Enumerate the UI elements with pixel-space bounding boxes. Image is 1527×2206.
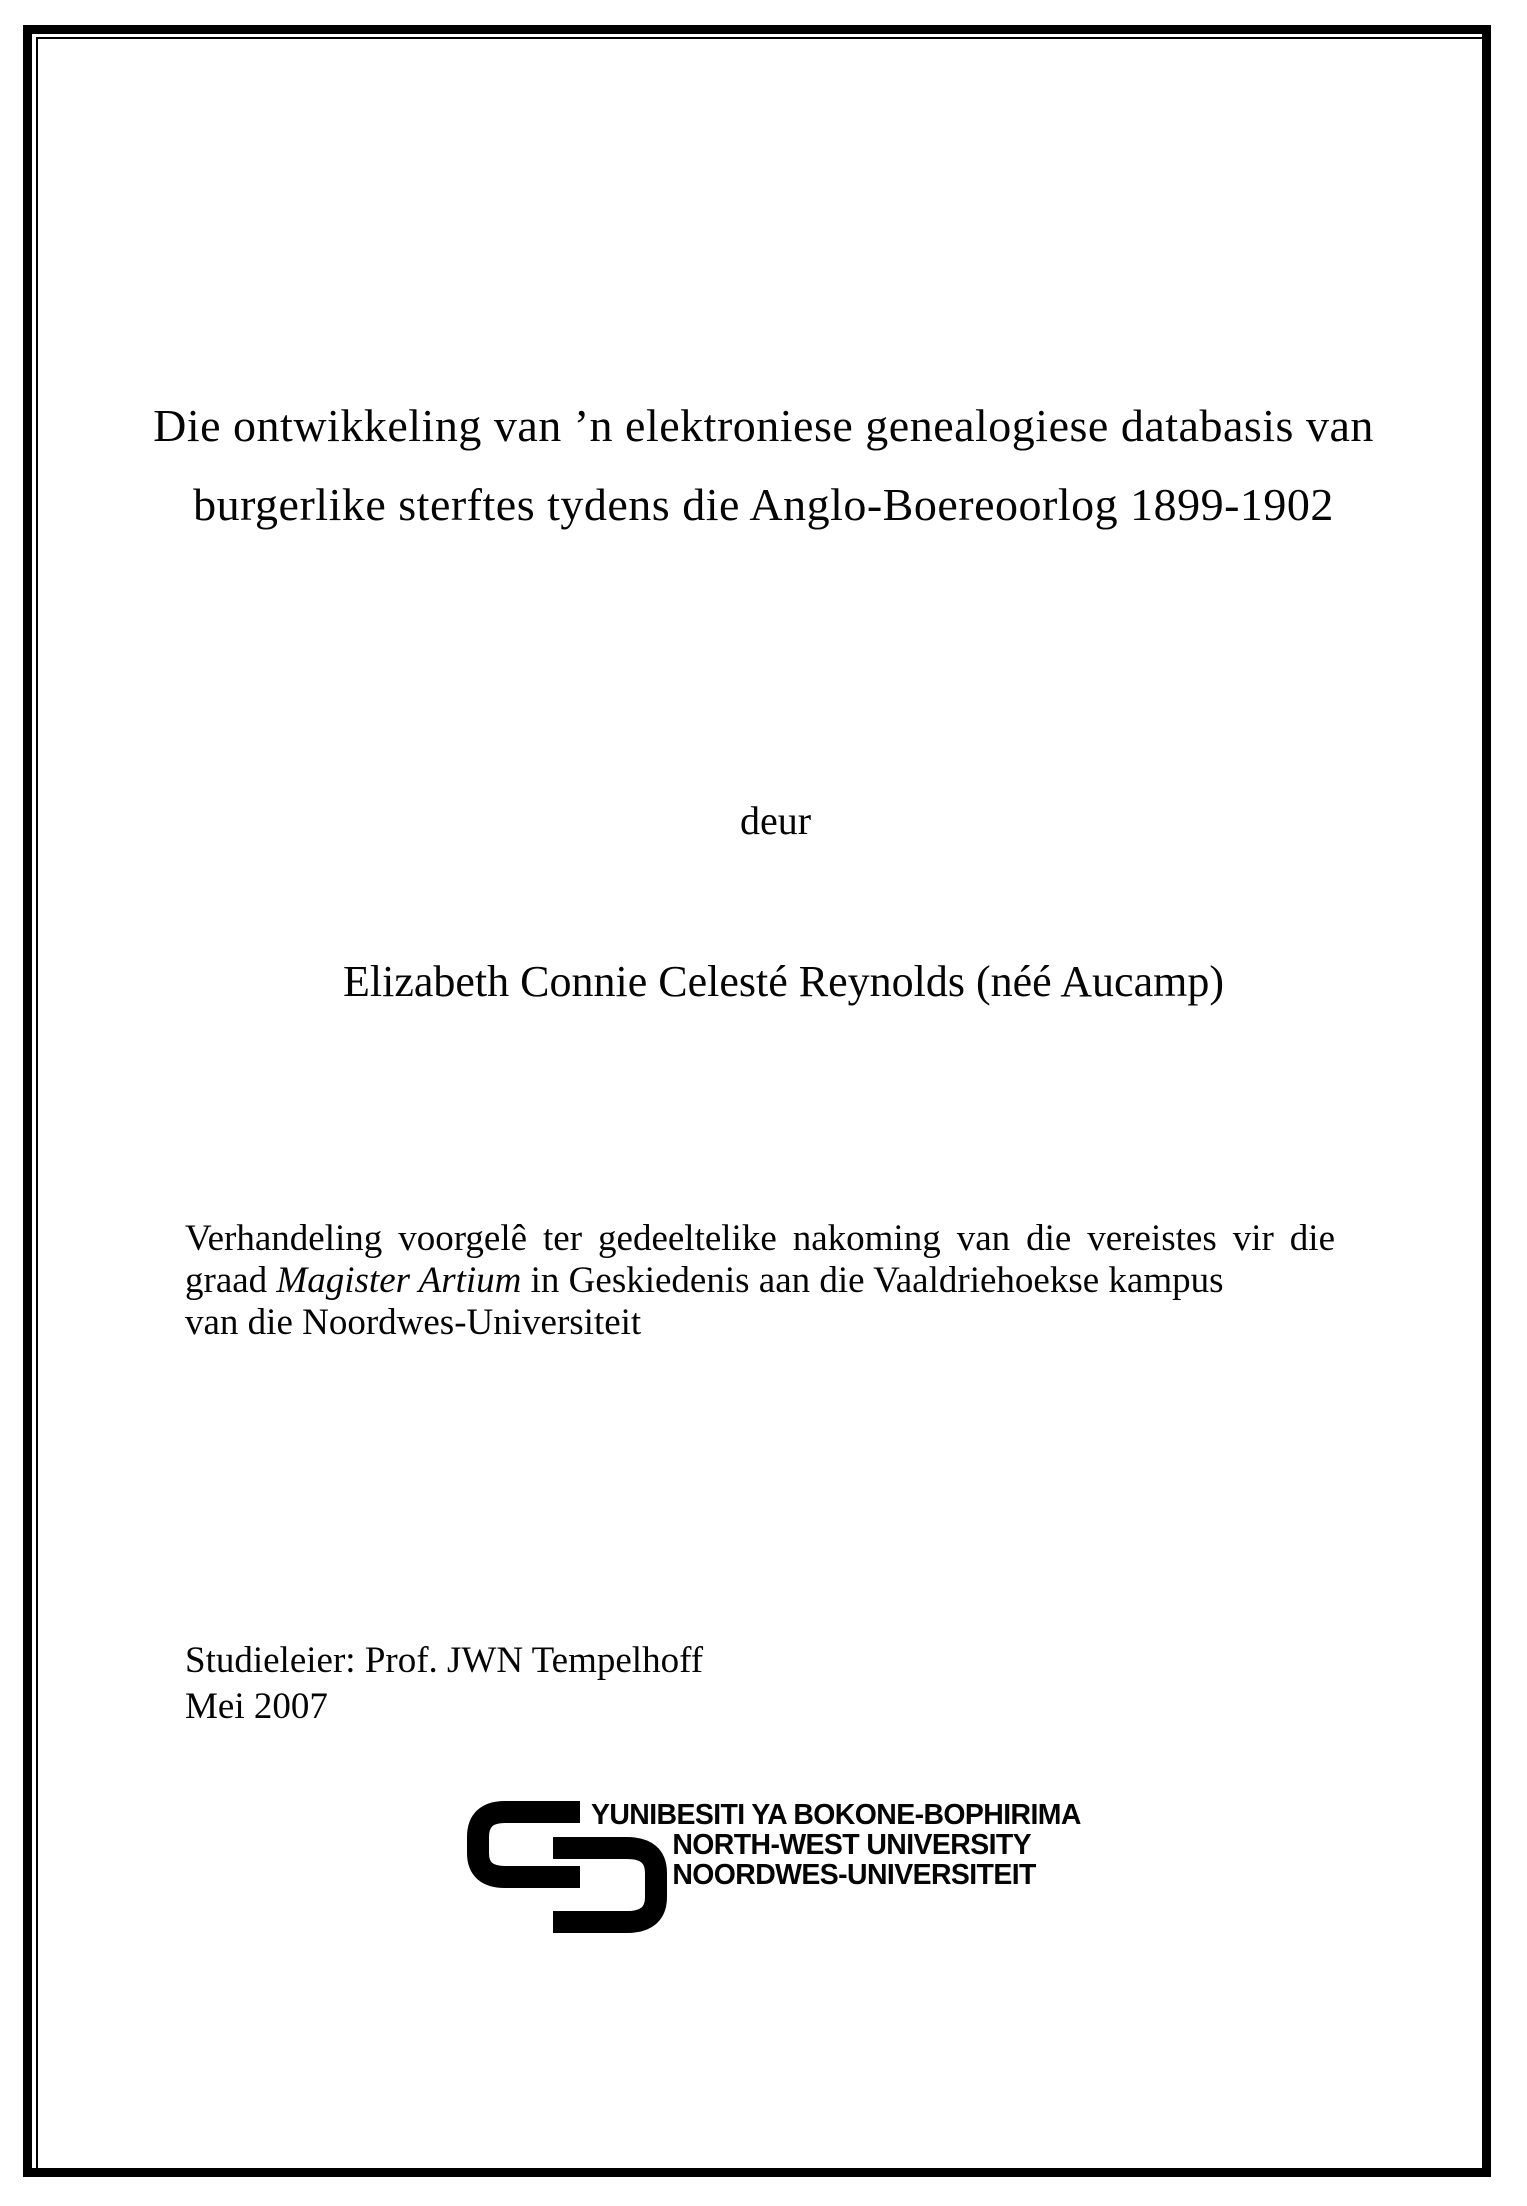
statement-line-1: Verhandeling voorgelê ter gedeeltelike nakoming van die vereistes vir die <box>185 1218 1335 1259</box>
thesis-title-line-2: burgerlike sterftes tydens die Anglo-Boereoorlog 1899-1902 <box>193 479 1334 530</box>
degree-statement <box>185 1218 1335 1344</box>
supervisor-line: Studieleier: Prof. JWN Tempelhoff <box>185 1640 704 1681</box>
supervisor-block <box>185 1638 703 1730</box>
statement-line-2 <box>185 1260 1335 1302</box>
thesis-title <box>0 386 1527 544</box>
statement-line-3: van die Noordwes-Universiteit <box>185 1302 642 1343</box>
statement-line-2-post: in Geskiedenis aan die Vaaldriehoekse kampus <box>521 1260 1224 1301</box>
author-name: Elizabeth Connie Celesté Reynolds (néé Aucamp) <box>343 957 1224 1006</box>
thesis-title-line-1: Die ontwikkeling van ’n elektroniese genealogiese databasis van <box>153 400 1374 451</box>
logo-name-afrikaans: NOORDWES-UNIVERSITEIT <box>672 1859 1036 1891</box>
logo-name-english: NORTH-WEST UNIVERSITY <box>672 1829 1032 1861</box>
logo-name-setswana: YUNIBESITI YA BOKONE-BOPHIRIMA <box>591 1799 1081 1831</box>
statement-degree-name: Magister Artium <box>276 1260 522 1301</box>
statement-line-2-pre: graad <box>185 1260 277 1301</box>
byline: deur <box>739 798 812 843</box>
date-line: Mei 2007 <box>185 1686 328 1727</box>
university-logo-text <box>591 1800 1081 1890</box>
university-logo <box>467 1798 1127 1938</box>
